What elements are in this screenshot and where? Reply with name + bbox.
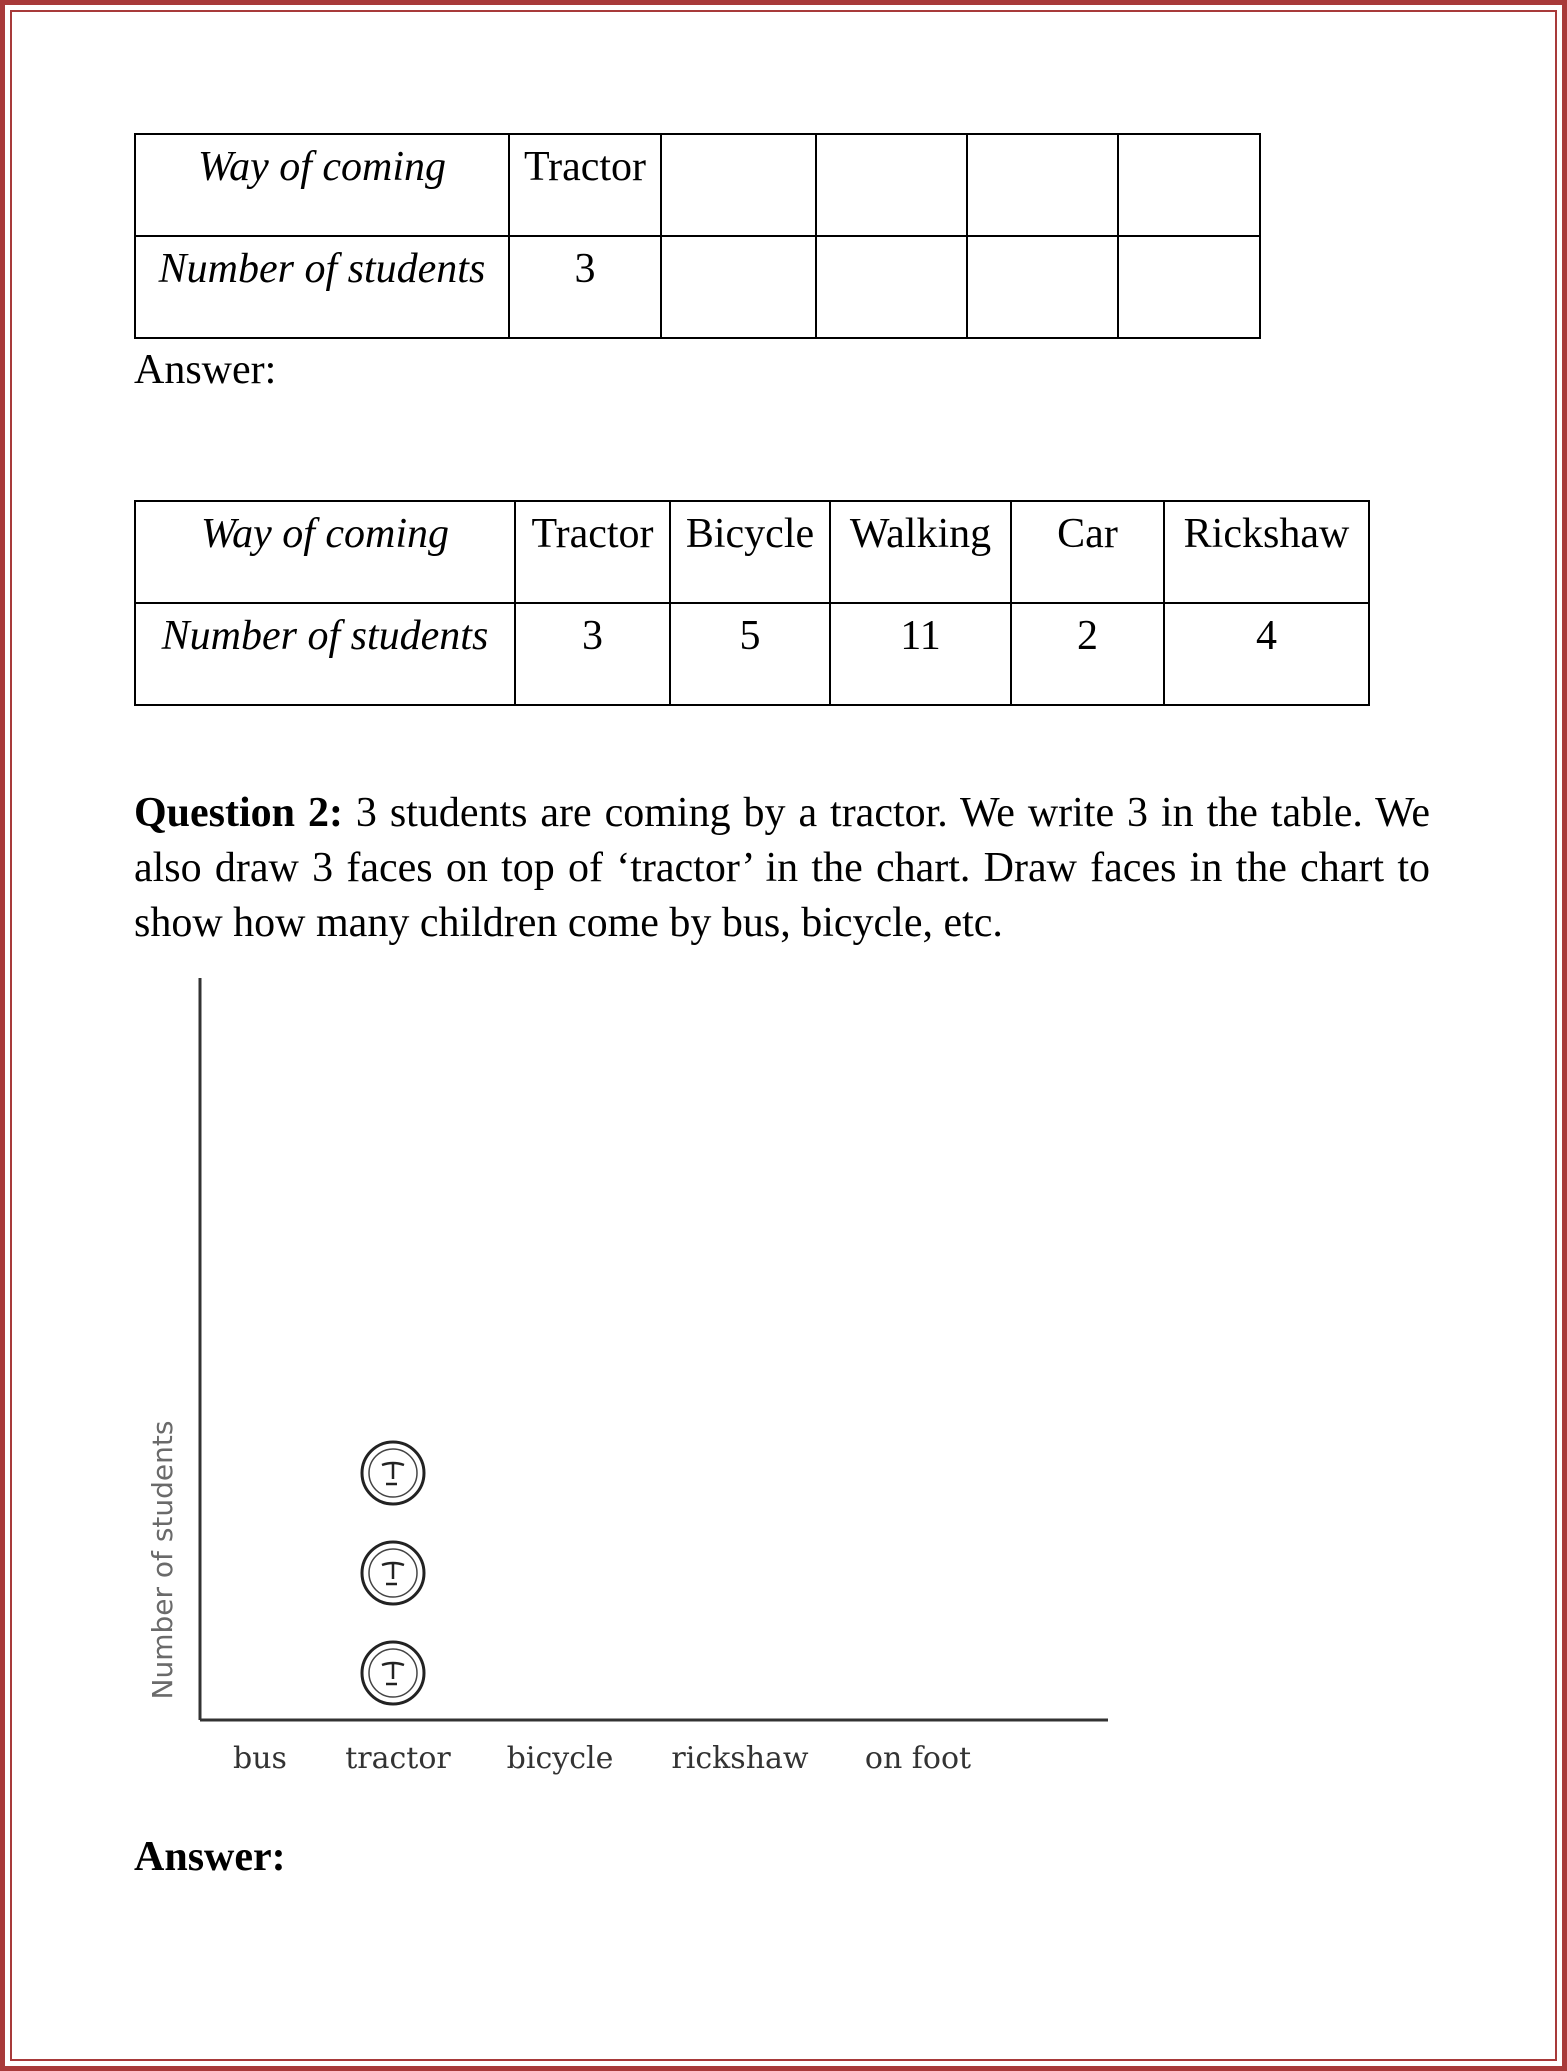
- row-header: Way of coming: [135, 134, 509, 236]
- y-axis-label: Number of students: [146, 1420, 179, 1700]
- x-tick-labels: [233, 1741, 971, 1776]
- table-cell: 4: [1164, 603, 1369, 705]
- table-cell: [967, 134, 1118, 236]
- table-complete: [134, 500, 1370, 706]
- x-tick-label: on foot: [864, 1741, 972, 1776]
- face-marks: [362, 1442, 424, 1704]
- table-cell: 2: [1011, 603, 1164, 705]
- answer-label: Answer:: [134, 347, 277, 393]
- row-header: Way of coming: [135, 501, 515, 603]
- table-cell: [661, 134, 816, 236]
- table-cell: Tractor: [509, 134, 661, 236]
- table-cell: [661, 236, 816, 338]
- face-icon: [362, 1542, 424, 1604]
- table-row-number-of-students: [135, 236, 1260, 338]
- table-cell: 3: [515, 603, 670, 705]
- table-partial: [134, 133, 1261, 339]
- table-cell: [967, 236, 1118, 338]
- x-tick-label: rickshaw: [671, 1741, 809, 1776]
- table-row-number-of-students: [135, 603, 1369, 705]
- table-cell: [816, 134, 967, 236]
- table-cell: 5: [670, 603, 830, 705]
- table-cell: [1118, 236, 1260, 338]
- x-tick-label: bicycle: [506, 1741, 614, 1776]
- table-cell: Car: [1011, 501, 1164, 603]
- row-header: Number of students: [135, 603, 515, 705]
- x-tick-label: bus: [233, 1741, 287, 1776]
- table-cell: [816, 236, 967, 338]
- table-row-way-of-coming: [135, 134, 1260, 236]
- table-row-way-of-coming: [135, 501, 1369, 603]
- pictograph-chart: [130, 960, 1120, 1790]
- table-cell: Walking: [830, 501, 1011, 603]
- face-icon: [362, 1642, 424, 1704]
- question-label: Question 2:: [134, 790, 343, 836]
- table-cell: 11: [830, 603, 1011, 705]
- table-cell: Tractor: [515, 501, 670, 603]
- table-cell: [1118, 134, 1260, 236]
- answer-label: Answer:: [134, 1834, 286, 1880]
- table-cell: Bicycle: [670, 501, 830, 603]
- x-tick-label: tractor: [345, 1741, 451, 1776]
- question-text: 3 students are coming by a tractor. We write 3 in the table. We also draw 3 faces on top of ‘tractor’ in the chart. Draw faces in the chart to show how many children come by bus, bicycle, etc.: [134, 790, 1431, 946]
- table-cell: 3: [509, 236, 661, 338]
- table-cell: Rickshaw: [1164, 501, 1369, 603]
- face-icon: [362, 1442, 424, 1504]
- row-header: Number of students: [135, 236, 509, 338]
- question-2: [134, 786, 1430, 951]
